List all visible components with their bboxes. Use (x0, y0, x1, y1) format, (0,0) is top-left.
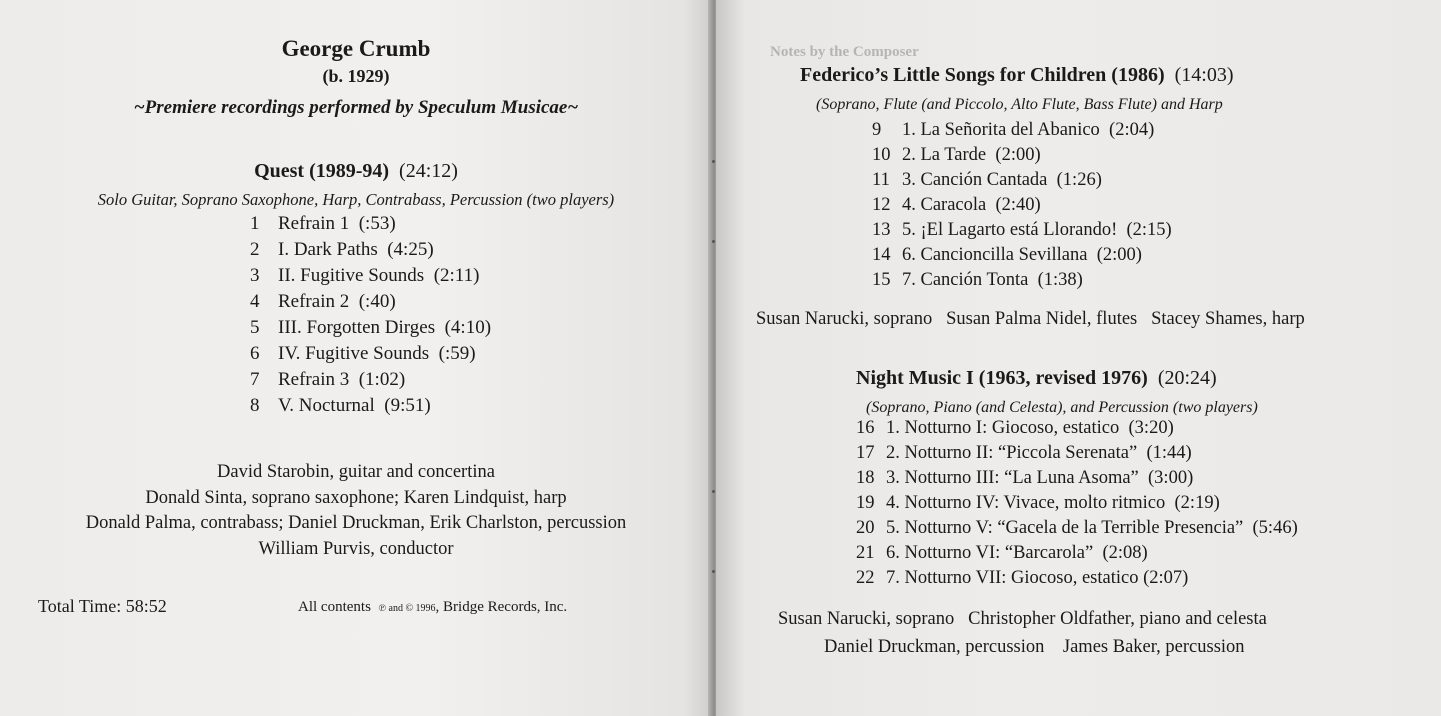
track-title: IV. Fugitive Sounds (278, 343, 430, 364)
track-time: (2:15) (1126, 220, 1172, 240)
track-number: 8 (250, 395, 260, 416)
track-row (872, 170, 1172, 195)
track-number: 12 (872, 195, 891, 215)
track-title: 1. Notturno I: Giocoso, estatico (886, 418, 1120, 438)
spine-mark (712, 570, 715, 573)
track-title: 4. Caracola (902, 195, 987, 215)
credit-line: William Purvis, conductor (258, 538, 454, 559)
copyright-notice (298, 599, 567, 616)
credit-line: Donald Palma, contrabass; Daniel Druckman, Erik Charlston, percussion (85, 513, 627, 533)
left-page (0, 0, 712, 716)
track-time: (1:02) (358, 369, 406, 390)
track-row (856, 443, 1298, 468)
quest-instrumentation: Solo Guitar, Soprano Saxophone, Harp, Contrabass, Percussion (two players) (97, 190, 615, 209)
track-row (872, 120, 1172, 145)
track-number: 1 (250, 213, 260, 234)
track-time: (1:44) (1146, 443, 1192, 463)
track-number: 18 (856, 468, 875, 488)
spine-mark (712, 490, 715, 493)
track-title: 4. Notturno IV: Vivace, molto ritmico (886, 493, 1166, 513)
track-number: 15 (872, 270, 891, 290)
track-title: I. Dark Paths (278, 239, 378, 260)
track-time: (2:11) (433, 265, 480, 286)
track-row (856, 468, 1298, 493)
track-time: (:53) (358, 213, 396, 234)
track-time: (2:08) (1102, 543, 1148, 563)
track-time: (2:40) (995, 195, 1041, 215)
track-number: 3 (250, 265, 260, 286)
federico-performers: Susan Narucki, soprano Susan Palma Nidel, flutes Stacey Shames, harp (756, 309, 1305, 329)
track-time: (3:20) (1128, 418, 1174, 438)
track-time: (9:51) (384, 395, 431, 416)
track-time: (4:25) (387, 239, 434, 260)
track-title: 3. Canción Cantada (902, 170, 1048, 190)
track-title: 7. Notturno VII: Giocoso, estatico (886, 568, 1139, 588)
track-number: 14 (872, 245, 891, 265)
track-title: 6. Cancioncilla Sevillana (902, 245, 1088, 265)
track-time: (2:07) (1143, 568, 1189, 588)
total-time: Total Time: 58:52 (38, 596, 167, 616)
track-number: 4 (250, 291, 260, 312)
track-time: (2:00) (995, 145, 1041, 165)
track-row (872, 220, 1172, 245)
night-music-duration: (20:24) (1157, 367, 1217, 389)
track-number: 13 (872, 220, 891, 240)
night-music-title-text: Night Music I (1963, revised 1976) (856, 367, 1148, 389)
spine-mark (712, 240, 715, 243)
track-row (250, 369, 491, 395)
composer-dates: (b. 1929) (322, 66, 390, 86)
track-time: (1:38) (1037, 270, 1083, 290)
track-number: 17 (856, 443, 875, 463)
federico-track-list (872, 120, 1172, 295)
track-title: V. Nocturnal (278, 395, 375, 416)
track-row (856, 568, 1298, 593)
credit-line: David Starobin, guitar and concertina (217, 462, 495, 482)
track-time: (3:00) (1148, 468, 1194, 488)
track-row (250, 395, 491, 421)
track-number: 22 (856, 568, 875, 588)
track-row (250, 213, 491, 239)
track-title: Refrain 1 (278, 213, 350, 234)
track-title: Refrain 2 (278, 291, 350, 312)
track-title: 5. Notturno V: “Gacela de la Terrible Presencia” (886, 518, 1244, 538)
track-row (250, 343, 491, 369)
night-music-title (856, 367, 1217, 390)
credit-line: Donald Sinta, soprano saxophone; Karen Lindquist, harp (145, 487, 567, 508)
track-row (856, 543, 1298, 568)
federico-instrumentation: (Soprano, Flute (and Piccolo, Alto Flute, Bass Flute) and Harp (816, 96, 1223, 113)
track-number: 7 (250, 369, 260, 390)
federico-duration: (14:03) (1174, 64, 1234, 86)
track-number: 2 (250, 239, 260, 260)
night-music-performers-1: Susan Narucki, soprano Christopher Oldfather, piano and celesta (778, 609, 1267, 629)
track-time: (2:04) (1109, 120, 1155, 140)
track-number: 20 (856, 518, 875, 538)
track-number: 9 (872, 120, 882, 140)
track-number: 11 (872, 170, 890, 190)
track-row (872, 270, 1172, 295)
quest-credits (0, 460, 712, 562)
track-title: 3. Notturno III: “La Luna Asoma” (886, 468, 1139, 488)
track-time: (1:26) (1056, 170, 1102, 190)
track-row (250, 291, 491, 317)
track-title: 1. La Señorita del Abanico (902, 120, 1100, 140)
track-time: (:59) (438, 343, 476, 364)
track-title: 6. Notturno VI: “Barcarola” (886, 543, 1094, 563)
copyright-suffix: , Bridge Records, Inc. (435, 599, 568, 615)
track-number: 5 (250, 317, 260, 338)
track-time: (4:10) (444, 317, 492, 338)
premiere-recordings-line: ~Premiere recordings performed by Speculum Musicae~ (133, 97, 579, 118)
federico-title (800, 64, 1234, 87)
track-number: 16 (856, 418, 875, 438)
track-number: 6 (250, 343, 260, 364)
track-row (872, 245, 1172, 270)
track-title: Refrain 3 (278, 369, 350, 390)
night-music-instrumentation: (Soprano, Piano (and Celesta), and Percussion (two players) (866, 399, 1258, 416)
quest-duration: (24:12) (399, 160, 458, 182)
quest-title-text: Quest (1989-94) (254, 160, 390, 182)
quest-track-list (250, 213, 491, 421)
right-page (716, 0, 1441, 716)
track-time: (2:00) (1096, 245, 1142, 265)
track-row (250, 317, 491, 343)
track-time: (:40) (358, 291, 396, 312)
track-row (250, 239, 491, 265)
track-title: II. Fugitive Sounds (278, 265, 425, 286)
copyright-prefix: All contents (298, 599, 371, 615)
track-number: 10 (872, 145, 891, 165)
show-through-heading: Notes by the Composer (770, 44, 919, 60)
track-row (250, 265, 491, 291)
track-row (872, 145, 1172, 170)
composer-name: George Crumb (281, 36, 431, 61)
federico-title-text: Federico’s Little Songs for Children (1986) (800, 64, 1165, 86)
spine-mark (712, 160, 715, 163)
track-number: 21 (856, 543, 875, 563)
track-title: III. Forgotten Dirges (278, 317, 436, 338)
track-title: 2. La Tarde (902, 145, 987, 165)
track-number: 19 (856, 493, 875, 513)
track-time: (5:46) (1252, 518, 1298, 538)
quest-title (0, 160, 712, 183)
copyright-symbols: ℗ and © 1996 (378, 603, 436, 614)
track-time: (2:19) (1174, 493, 1220, 513)
track-row (872, 195, 1172, 220)
track-row (856, 518, 1298, 543)
track-row (856, 493, 1298, 518)
track-title: 7. Canción Tonta (902, 270, 1029, 290)
night-music-performers-2: Daniel Druckman, percussion James Baker, percussion (824, 637, 1245, 657)
track-title: 5. ¡El Lagarto está Llorando! (902, 220, 1118, 240)
track-title: 2. Notturno II: “Piccola Serenata” (886, 443, 1138, 463)
track-row (856, 418, 1298, 443)
night-music-track-list (856, 418, 1298, 593)
